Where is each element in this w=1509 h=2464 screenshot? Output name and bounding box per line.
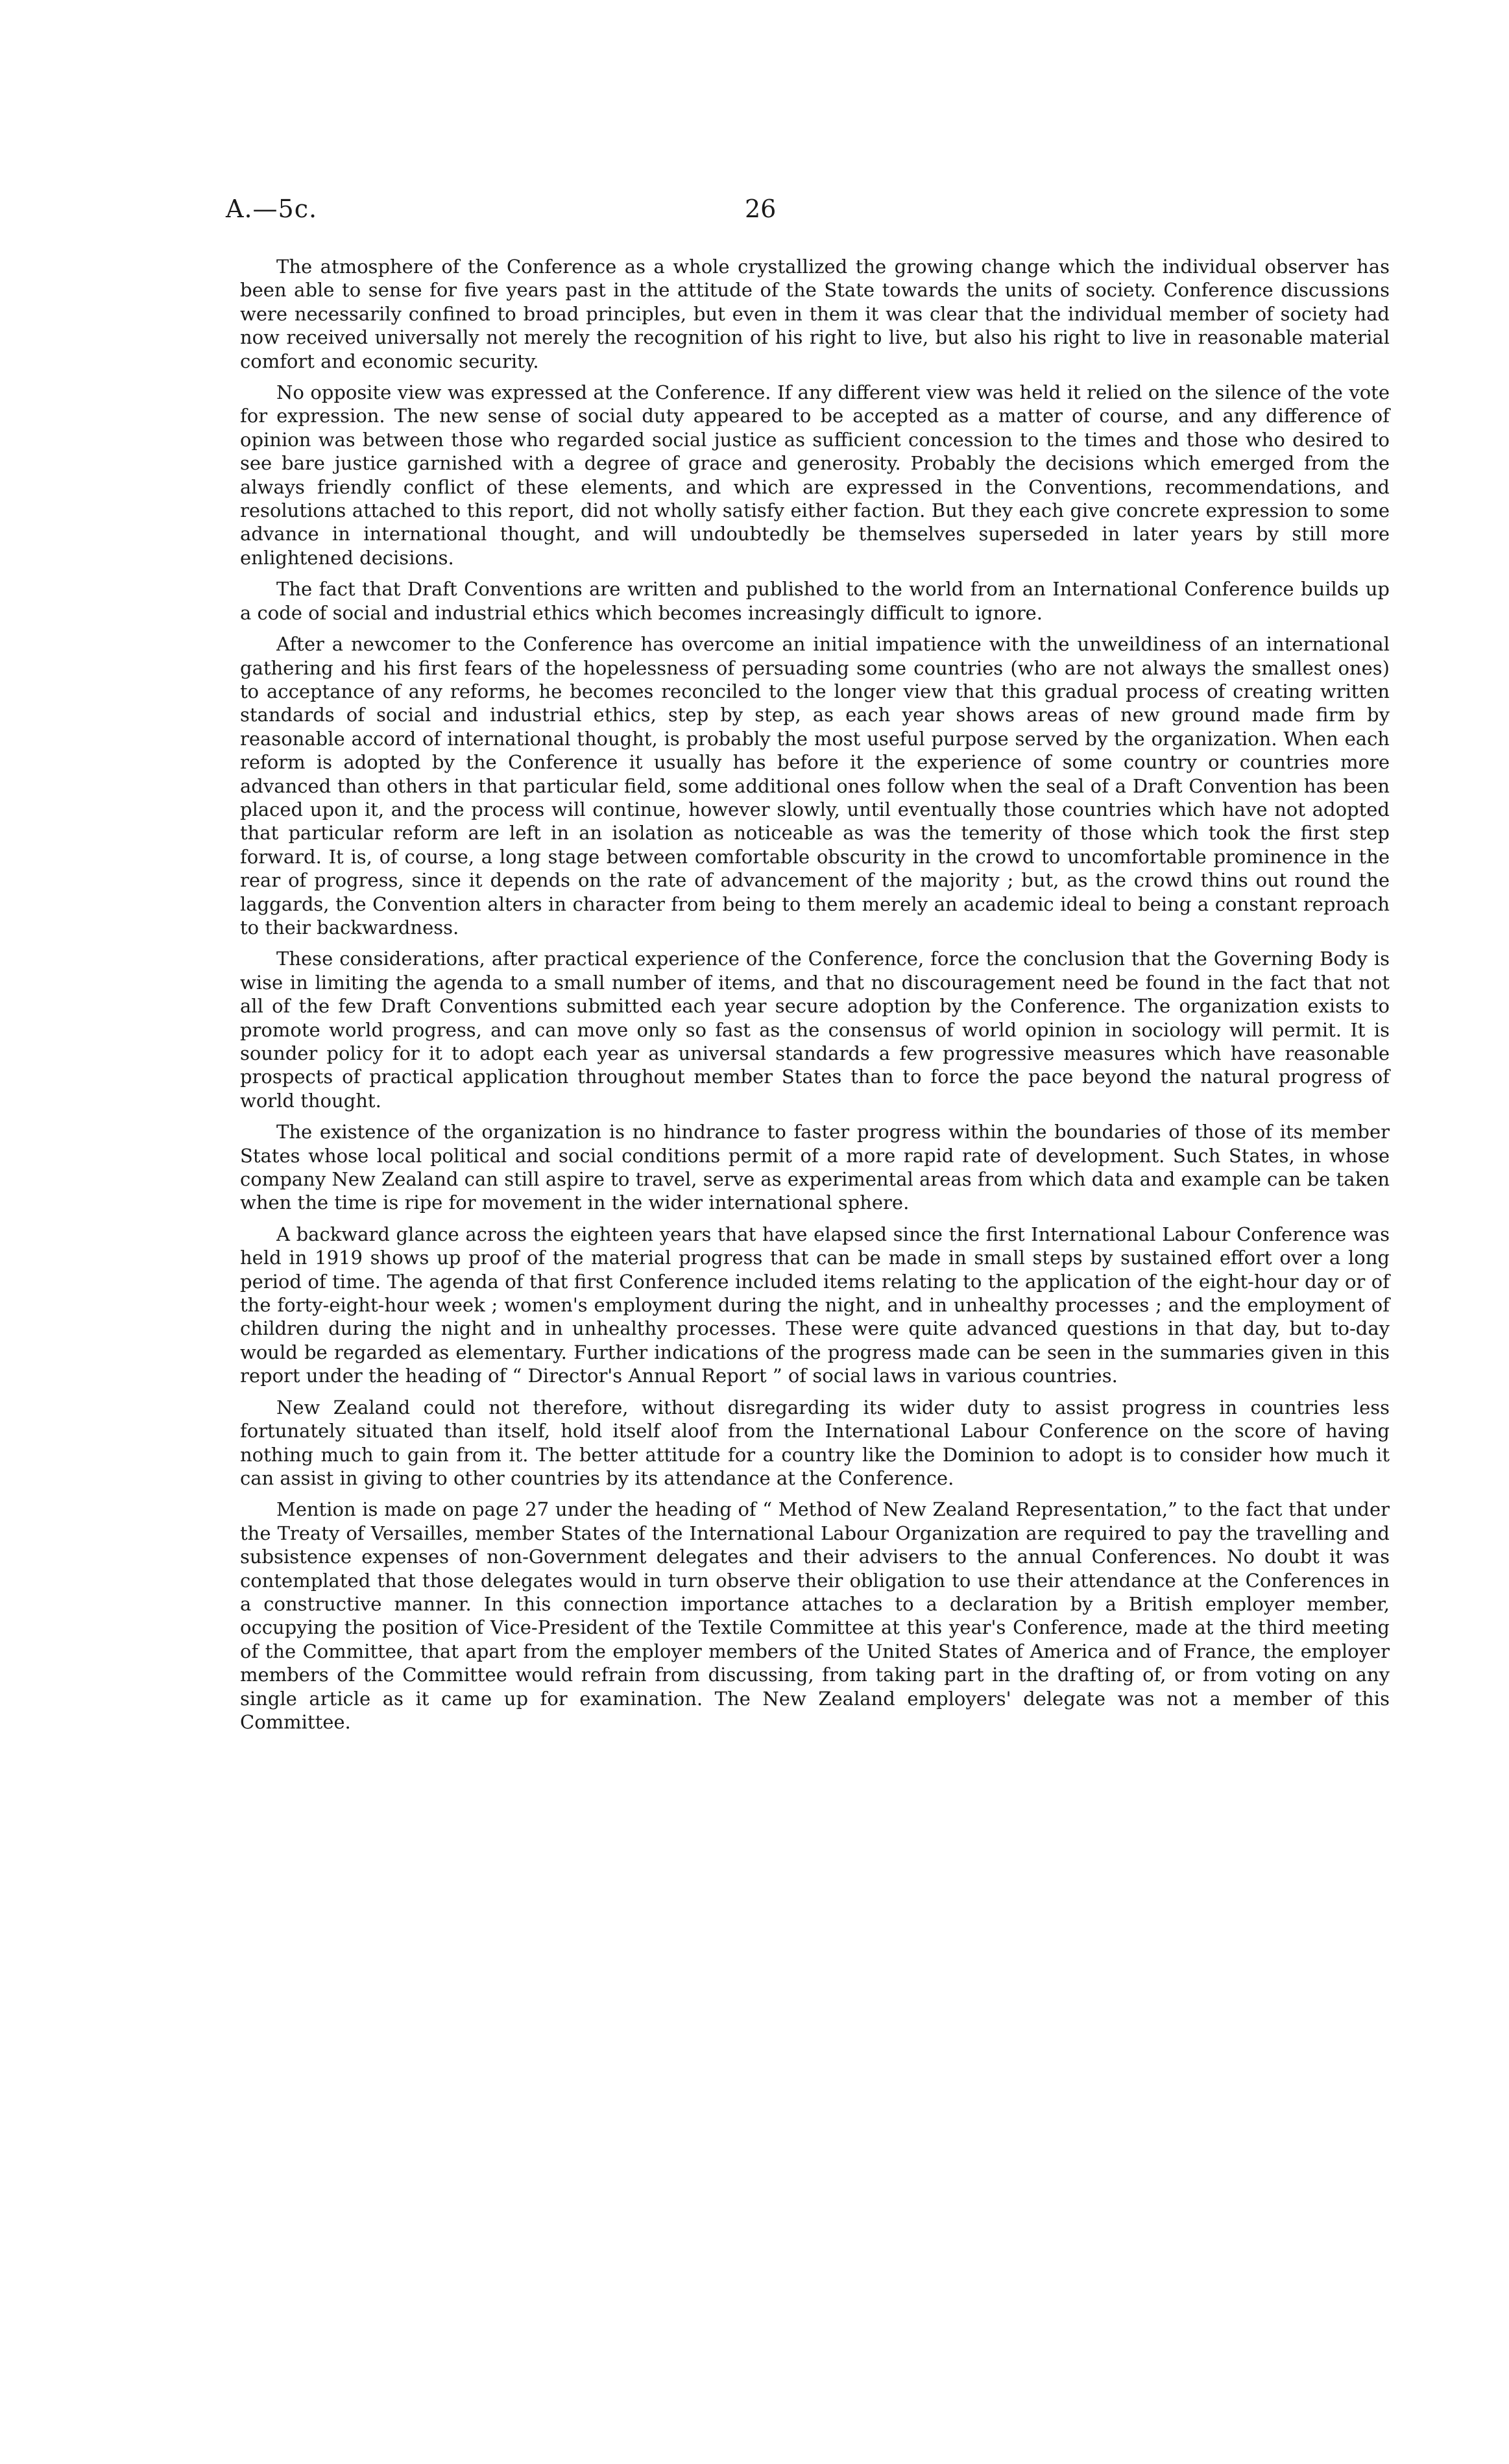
paragraph: No opposite view was expressed at the Conference. If any different view was held it relied on the silence of the vote for expression. The new sense of social duty appeared to be accepted as a matter of course, and any difference of opinion was between those who regarded social justice as sufficient concession to the times and those who desired to see bare justice garnished with a degree of grace and generosity. Probably the decisions which emerged from the always friendly conflict of these elements, and which are expressed in the Conventions, recommendations, and resolutions attached to this report, did not wholly satisfy either faction. But they each give concrete expression to some advance in international thought, and will undoubtedly be themselves superseded in later years by still more enlightened decisions. bbox=[240, 381, 1390, 569]
paragraph: New Zealand could not therefore, without disregarding its wider duty to assist progress in countries less fortunately situated than itself, hold itself aloof from the International Labour Conference on the score of having nothing much to gain from it. The better attitude for a country like the Dominion to adopt is to consider how much it can assist in giving to other countries by its attendance at the Conference. bbox=[240, 1396, 1390, 1489]
page-header bbox=[226, 195, 1251, 233]
paragraph: The existence of the organization is no hindrance to faster progress within the boundaries of those of its member States whose local political and social conditions permit of a more rapid rate of development. Such States, in whose company New Zealand can still aspire to travel, serve as experimental areas from which data and example can be taken when the time is ripe for movement in the wider international sphere. bbox=[240, 1121, 1390, 1214]
paragraph: The fact that Draft Conventions are written and published to the world from an International Conference builds up a code of social and industrial ethics which becomes increasingly difficult to ignore. bbox=[240, 578, 1390, 624]
body-text bbox=[240, 255, 1390, 1741]
paragraph: The atmosphere of the Conference as a whole crystallized the growing change which the individual observer has been able to sense for five years past in the attitude of the State towards the units of society. Conference discussions were necessarily confined to broad principles, but even in them it was clear that the individual member of society had now received universally not merely the recognition of his right to live, but also his right to live in reasonable material comfort and economic security. bbox=[240, 256, 1390, 372]
page-number: 26 bbox=[745, 195, 777, 223]
paragraph: A backward glance across the eighteen years that have elapsed since the first International Labour Conference was held in 1919 shows up proof of the material progress that can be made in small steps by sustained effort over a long period of time. The agenda of that first Conference included items relating to the application of the eight-hour day or of the forty-eight-hour week ; women's employment during the night, and in unhealthy processes ; and the employment of children during the night and in unhealthy processes. These were quite advanced questions in that day, but to-day would be regarded as elementary. Further indications of the progress made can be seen in the summaries given in this report under the heading of “ Director's Annual Report ” of social laws in various countries. bbox=[240, 1223, 1390, 1387]
paragraph: Mention is made on page 27 under the heading of “ Method of New Zealand Representation,” to the fact that under the Treaty of Versailles, member States of the International Labour Organization are required to pay the travelling and subsistence expenses of non-Government delegates and their advisers to the annual Conferences. No doubt it was contemplated that those delegates would in turn observe their obligation to use their attendance at the Conferences in a constructive manner. In this connection importance attaches to a declaration by a British employer member, occupying the position of Vice-President of the Textile Committee at this year's Conference, made at the third meeting of the Committee, that apart from the employer members of the United States of America and of France, the employer members of the Committee would refrain from discussing, from taking part in the drafting of, or from voting on any single article as it came up for examination. The New Zealand employers' delegate was not a member of this Committee. bbox=[240, 1498, 1390, 1733]
paragraph: After a newcomer to the Conference has overcome an initial impatience with the unweildiness of an international gathering and his first fears of the hopelessness of persuading some countries (who are not always the smallest ones) to acceptance of any reforms, he becomes reconciled to the longer view that this gradual process of creating written standards of social and industrial ethics, step by step, as each year shows areas of new ground made firm by reasonable accord of international thought, is probably the most useful purpose served by the organization. When each reform is adopted by the Conference it usually has before it the experience of some country or countries more advanced than others in that particular field, some additional ones follow when the seal of a Draft Convention has been placed upon it, and the process will continue, however slowly, until eventually those countries which have not adopted that particular reform are left in an isolation as noticeable as was the temerity of those which took the first step forward. It is, of course, a long stage between comfortable obscurity in the crowd to uncomfortable prominence in the rear of progress, since it depends on the rate of advancement of the majority ; but, as the crowd thins out round the laggards, the Convention alters in character from being to them merely an academic ideal to being a constant reproach to their backwardness. bbox=[240, 633, 1390, 939]
paragraph: These considerations, after practical experience of the Conference, force the conclusion that the Governing Body is wise in limiting the agenda to a small number of items, and that no discouragement need be found in the fact that not all of the few Draft Conventions submitted each year secure adoption by the Conference. The organization exists to promote world progress, and can move only so fast as the consensus of world opinion in sociology will permit. It is sounder policy for it to adopt each year as universal standards a few progressive measures which have reasonable prospects of practical application throughout member States than to force the pace beyond the natural progress of world thought. bbox=[240, 948, 1390, 1112]
document-reference: A.—5c. bbox=[226, 195, 318, 223]
